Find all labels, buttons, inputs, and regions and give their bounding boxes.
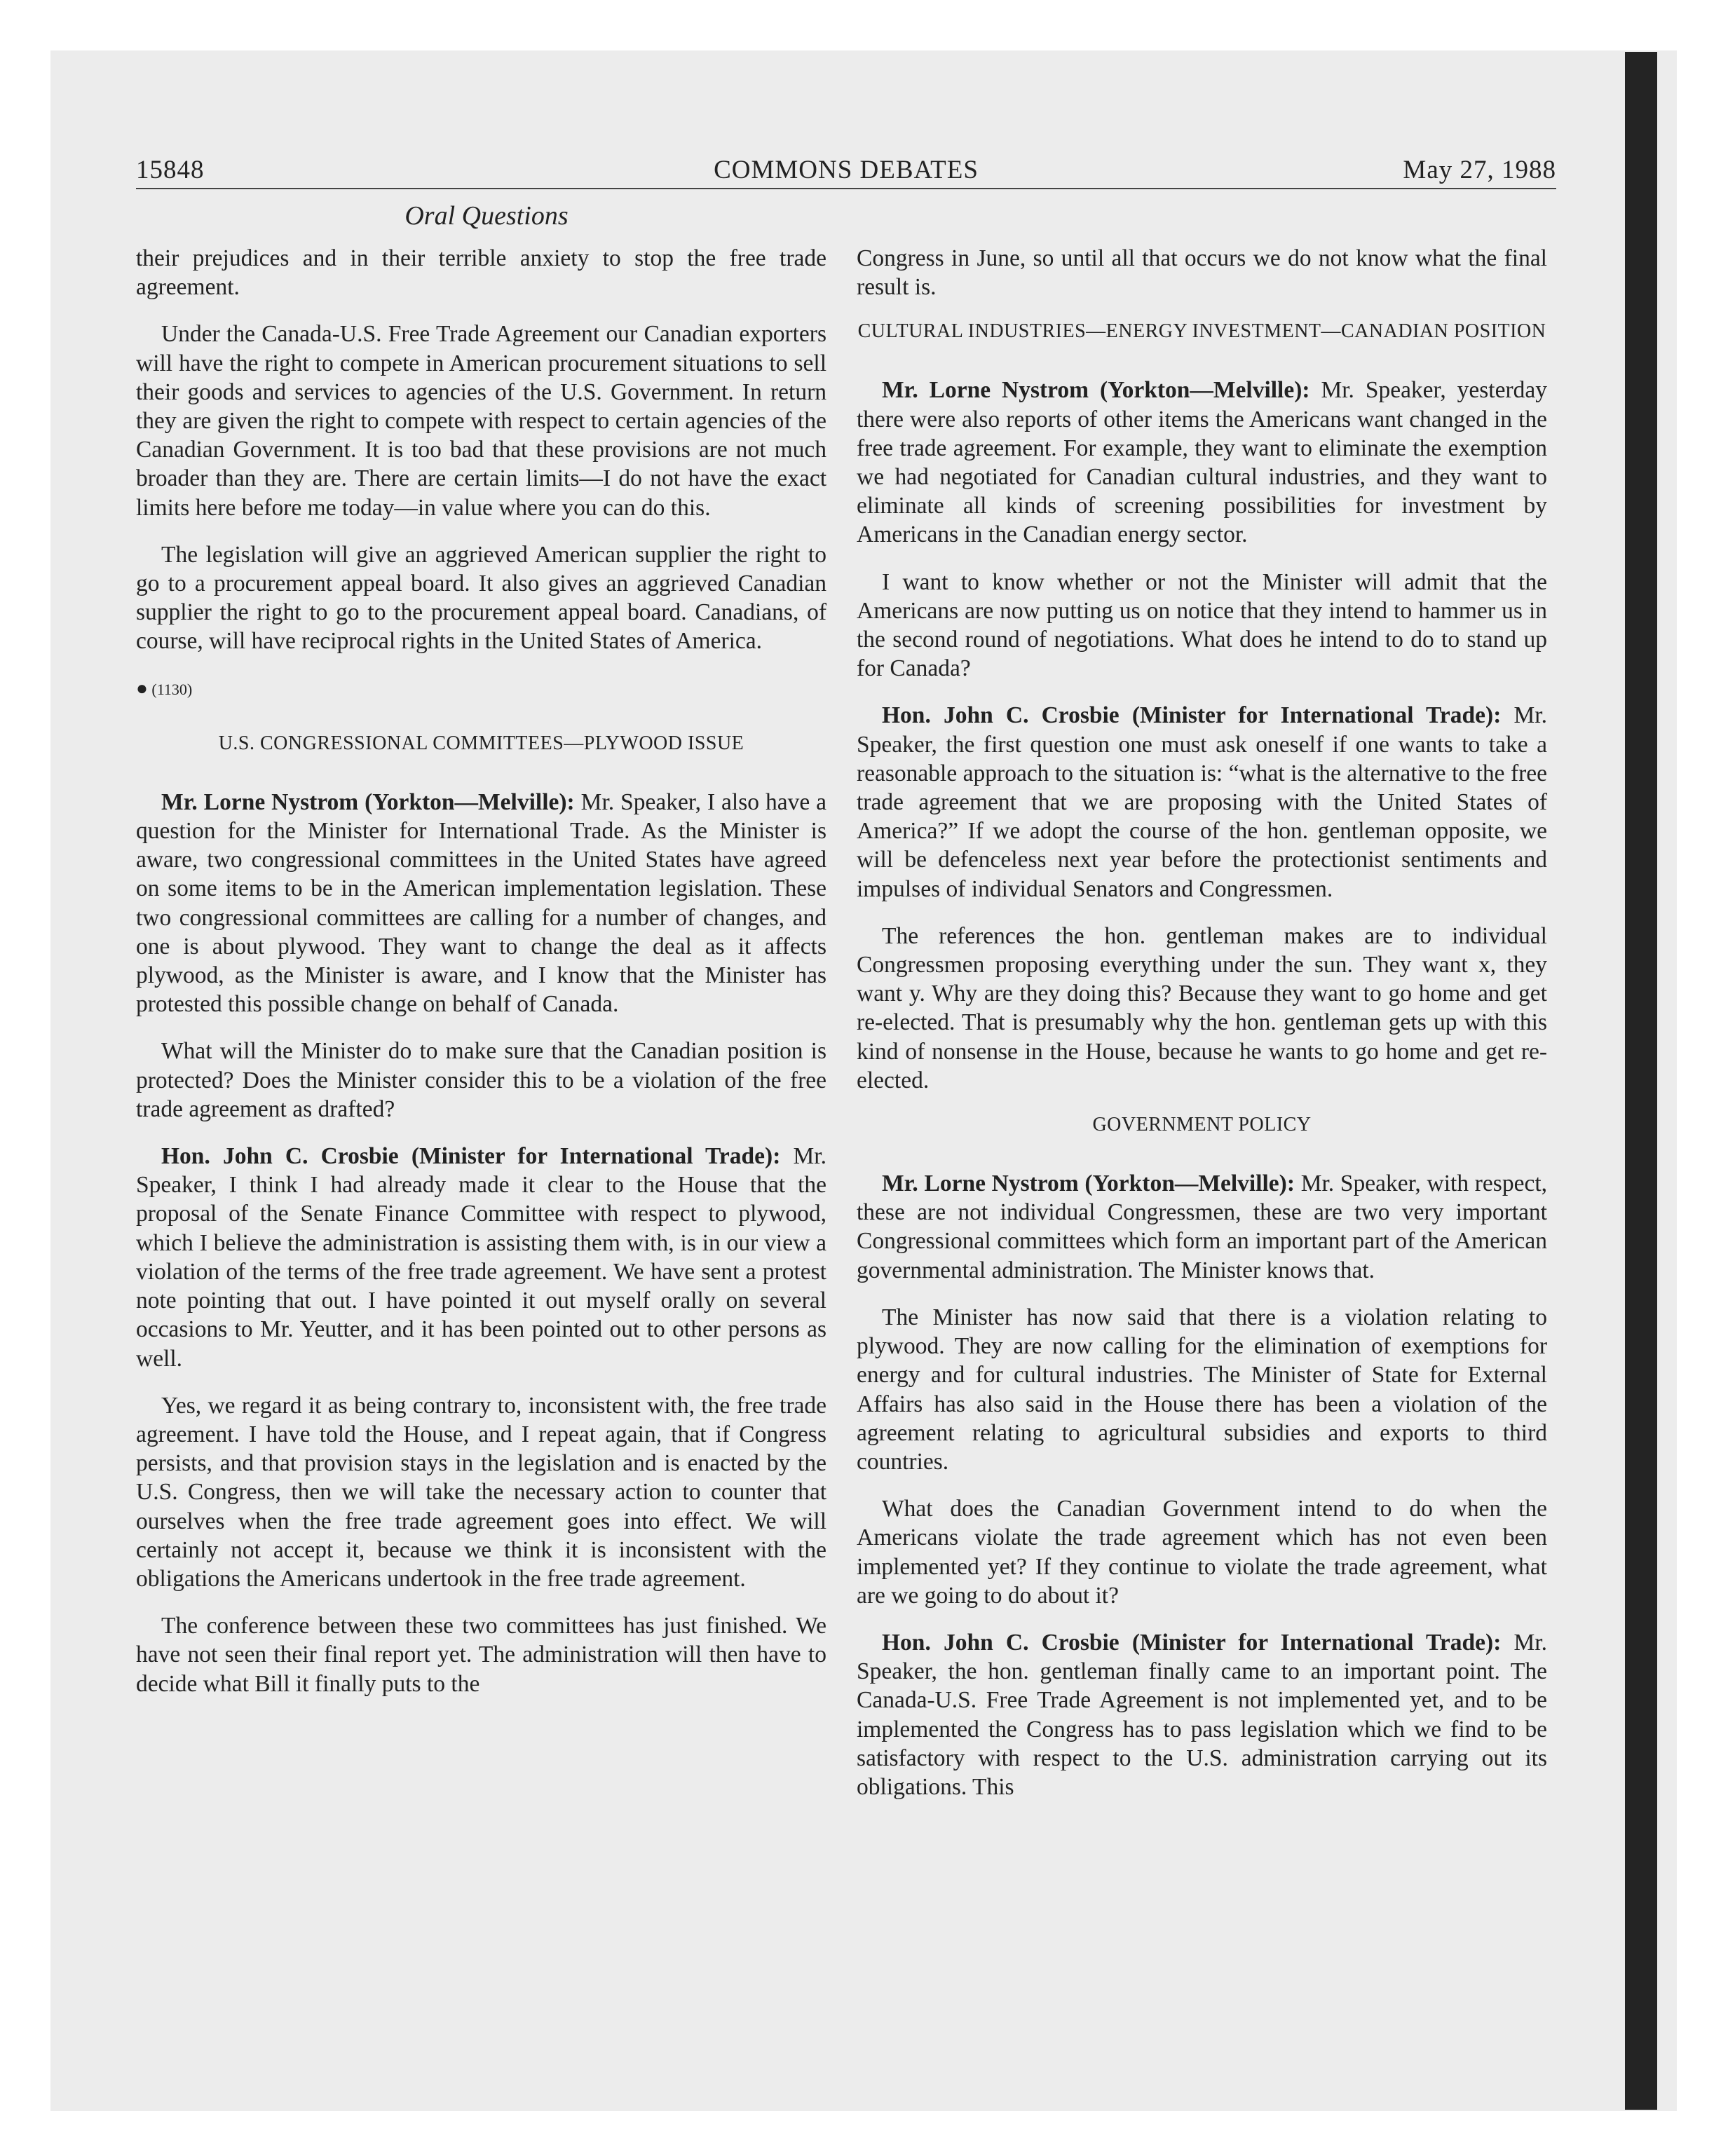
time-marker bbox=[136, 674, 826, 704]
speech-paragraph bbox=[136, 1142, 826, 1373]
speech-text: Mr. Speaker, the hon. gentleman finally came to an important point. The Canada-U.S. Free Trade Agreement is not implemented yet, and to be implemented the Congress has to pass legislation which we find to be satisfactory with respect to the U.S. administration carrying out its obligations. This bbox=[857, 1629, 1547, 1800]
paragraph: their prejudices and in their terrible anxiety to stop the free trade agreement. bbox=[136, 245, 826, 301]
publication-title: COMMONS DEBATES bbox=[714, 156, 979, 184]
speech-paragraph bbox=[136, 788, 826, 1019]
page-date: May 27, 1988 bbox=[1403, 156, 1556, 184]
page-edge-shadow bbox=[1625, 52, 1657, 2110]
paragraph: The references the hon. gentleman makes are to individual Congressmen proposing everything under the sun. They want x, they want y. Why are they doing this? Because they want to go home and get re-elected. That is presumably why the hon. gentleman gets up with this kind of nonsense in the House, because he wants to go home and get re-elected. bbox=[857, 922, 1547, 1093]
speech-paragraph bbox=[857, 1169, 1547, 1285]
speaker-name: Hon. John C. Crosbie (Minister for International Trade): bbox=[882, 1629, 1502, 1656]
bullet-icon: ● bbox=[136, 677, 148, 700]
speaker-name: Hon. John C. Crosbie (Minister for International Trade): bbox=[882, 702, 1502, 729]
speech-text: Mr. Speaker, the first question one must ask oneself if one wants to take a reasonable approach to the situation is: “what is the alternative to the free trade agreement that we are proposing with the United States of America?” If we adopt the course of the hon. gentleman opposite, we will be defenceless next year before the protectionist sentiments and impulses of individual Senators and Congressmen. bbox=[857, 702, 1547, 902]
section-title: Oral Questions bbox=[404, 201, 569, 231]
paragraph: Congress in June, so until all that occurs we do not know what the final result is. bbox=[857, 245, 1547, 301]
paragraph: I want to know whether or not the Minister will admit that the Americans are now putting us on notice that they intend to hammer us in the second round of negotiations. What does he intend to do to stand up for Canada? bbox=[857, 568, 1547, 682]
paragraph: The legislation will give an aggrieved American supplier the right to go to a procurement appeal board. It also gives an aggrieved Canadian supplier the right to go to the procurement appeal board. Canadians, of course, will have reciprocal rights in the United States of America. bbox=[136, 541, 826, 655]
speech-paragraph bbox=[857, 1628, 1547, 1801]
speech-text: Mr. Speaker, yesterday there were also reports of other items the Americans want changed in the free trade agreement. For example, they want to eliminate the exemption we had negotiated for Canadian cultural industries, and they want to eliminate all kinds of screening possibilities for investment by Americans in the Canadian energy sector. bbox=[857, 377, 1547, 548]
time-stamp: (1130) bbox=[151, 680, 193, 698]
speaker-name: Hon. John C. Crosbie (Minister for International Trade): bbox=[161, 1143, 781, 1170]
speaker-name: Mr. Lorne Nystrom (Yorkton—Melville): bbox=[882, 377, 1310, 404]
paragraph: What will the Minister do to make sure that the Canadian position is protected? Does the Minister consider this to be a violation of the free trade agreement as drafted? bbox=[136, 1038, 826, 1122]
subject-heading: U.S. CONGRESSIONAL COMMITTEES—PLYWOOD ISSUE bbox=[218, 732, 744, 754]
speech-text: Mr. Speaker, with respect, these are not individual Congressmen, these are two very important Congressional committees which form an important part of the American governmental administration. The Minister knows that. bbox=[857, 1171, 1547, 1283]
subject-heading: CULTURAL INDUSTRIES—ENERGY INVESTMENT—CANADIAN POSITION bbox=[857, 320, 1546, 343]
speaker-name: Mr. Lorne Nystrom (Yorkton—Melville): bbox=[161, 789, 575, 815]
page-number: 15848 bbox=[136, 156, 205, 184]
paragraph: What does the Canadian Government intend to do when the Americans violate the trade agreement which has not even been implemented yet? If they continue to violate the trade agreement, what are we going to do about it? bbox=[857, 1496, 1547, 1609]
speech-text: Mr. Speaker, I also have a question for the Minister for International Trade. As the Minister is aware, two congressional committees in the United States have agreed on some items to be in the American implementation legislation. These two congressional committees are calling for a number of changes, and one is about plywood. They want to change the deal as it affects plywood, as the Minister is aware, and I know that the Minister has protested this possible change on behalf of Canada. bbox=[136, 789, 826, 1018]
paragraph: Under the Canada-U.S. Free Trade Agreement our Canadian exporters will have the right to compete in American procurement situations to sell their goods and services to agencies of the U.S. Government. In return they are given the right to compete with respect to certain agencies of the Canadian Government. It is too bad that these provisions are not much broader than they are. There are certain limits—I do not have the exact limits here before me today—in value where you can do this. bbox=[136, 321, 826, 521]
speech-text: Mr. Speaker, I think I had already made it clear to the House that the proposal of the Senate Finance Committee with respect to plywood, which I believe the administration is assisting them with, is in our view a violation of the terms of the free trade agreement. We have sent a protest note pointing that out. I have pointed it out myself orally on several occasions to Mr. Yeutter, and it has been pointed out to other persons as well. bbox=[136, 1143, 826, 1372]
paragraph: The conference between these two committees has just finished. We have not seen their final report yet. The administration will then have to decide what Bill it finally puts to the bbox=[136, 1613, 826, 1697]
subject-heading: GOVERNMENT POLICY bbox=[1092, 1114, 1312, 1136]
left-column bbox=[136, 244, 826, 1717]
page-header bbox=[136, 149, 1556, 189]
paragraph: Yes, we regard it as being contrary to, inconsistent with, the free trade agreement. I have told the House, and I repeat again, that if Congress persists, and that provision stays in the legislation and is enacted by the U.S. Congress, then we will take the necessary action to counter that ourselves when the free trade agreement goes into effect. We will certainly not accept it, because we think it is inconsistent with the obligations the Americans undertook in the free trade agreement. bbox=[136, 1392, 826, 1592]
paragraph: The Minister has now said that there is a violation relating to plywood. They are now calling for the elimination of exemptions for energy and for cultural industries. The Minister of State for External Affairs has also said in the House there has been a violation of the agreement relating to agricultural subsidies and exports to third countries. bbox=[857, 1304, 1547, 1475]
speaker-name: Mr. Lorne Nystrom (Yorkton—Melville): bbox=[882, 1171, 1295, 1197]
speech-paragraph bbox=[857, 701, 1547, 903]
right-column bbox=[857, 244, 1547, 1820]
speech-paragraph bbox=[857, 376, 1547, 549]
